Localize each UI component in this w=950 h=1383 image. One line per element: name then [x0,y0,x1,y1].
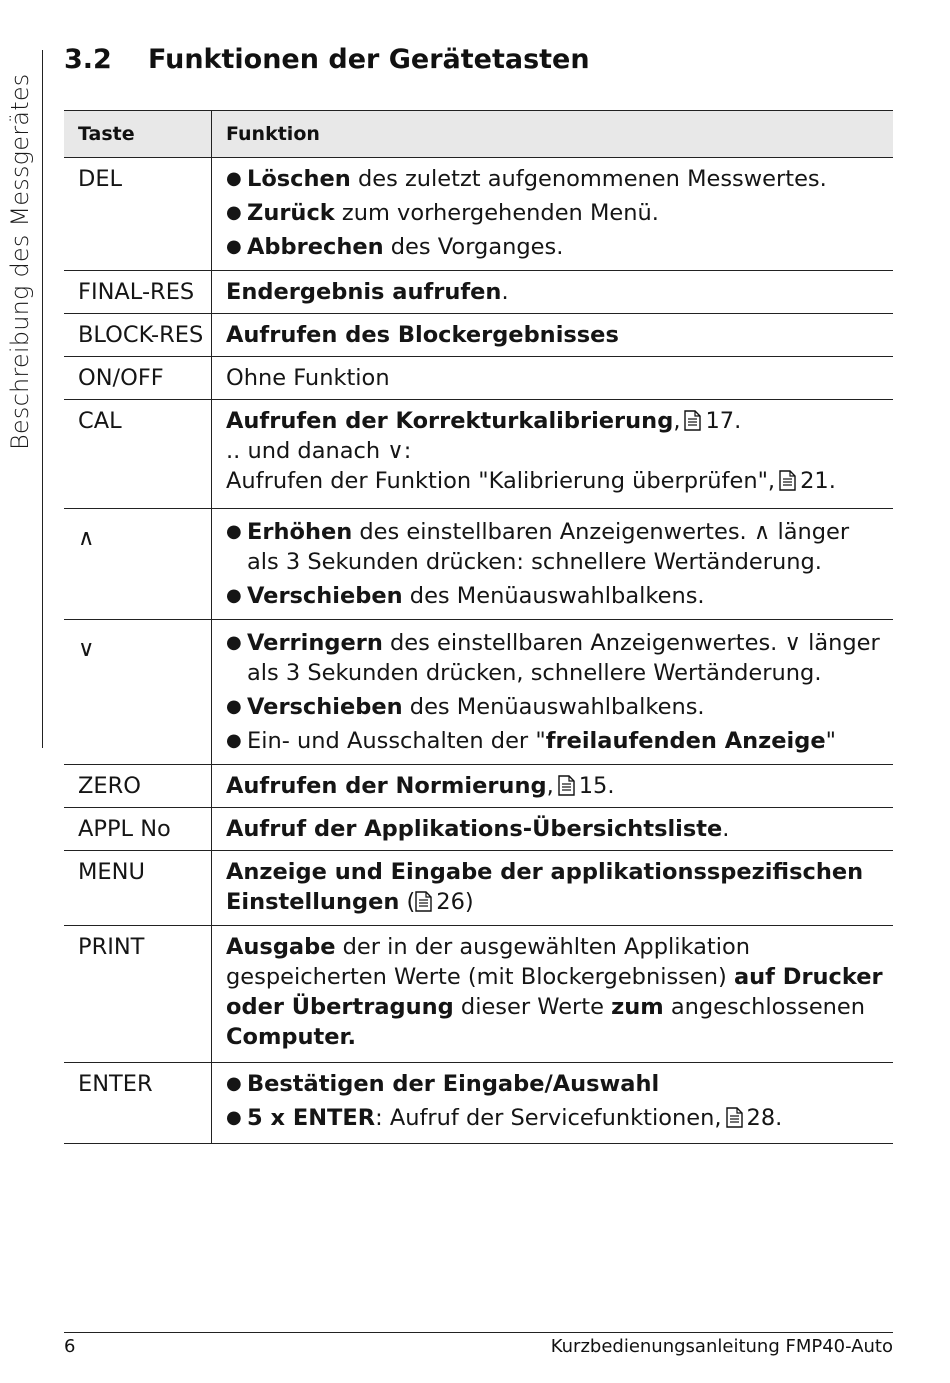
function-cell [212,314,893,356]
text: Ein- und Ausschalten der " [247,728,546,754]
function-cell [212,808,893,850]
function-cell [212,271,893,313]
table-row [64,314,893,357]
table-header [64,111,893,158]
function-cell [212,851,893,925]
section-heading [64,44,590,75]
header-key: Taste [64,111,212,157]
bold-text: Anzeige und Eingabe der applikationsspezifischen Einstellungen [226,859,864,915]
function-cell [212,1063,893,1143]
text: dieser Werte [453,994,612,1020]
page-ref: 26) [436,889,474,915]
text-line [226,406,887,436]
key-cell: ∨ [64,620,212,764]
table-row [64,926,893,1063]
bold-text: Zurück [247,200,335,226]
text: : Aufruf der Servicefunktionen, [375,1105,722,1131]
key-cell: ZERO [64,765,212,807]
page-reference-icon [558,775,575,796]
bullet-icon: ● [226,236,242,257]
text: Aufrufen der Funktion "Kalibrierung überprüfen", [226,468,776,494]
bold-text: Computer. [226,1024,356,1050]
bold-text: zum [611,994,664,1020]
text: zum vorhergehenden Menü. [334,200,659,226]
text: angeschlossenen [663,994,866,1020]
side-chapter-title [2,50,38,450]
list-item [226,692,887,722]
list-item [226,198,887,228]
page-reference-icon [684,410,701,431]
text: des Vorganges. [383,234,564,260]
table-row [64,357,893,400]
bold-text: Erhöhen [247,519,353,545]
bold-text: Verschieben [247,694,403,720]
key-cell: ENTER [64,1063,212,1143]
section-number: 3.2 [64,44,112,75]
list-item [226,628,887,688]
key-cell: CAL [64,400,212,508]
bold-text: Aufruf der Applikations-Übersichtsliste [226,816,723,842]
function-cell [212,400,893,508]
table-row [64,851,893,926]
page-reference-icon [726,1107,743,1128]
function-cell [212,509,893,619]
bold-text: Aufrufen der Korrekturkalibrierung [226,408,674,434]
bold-text: auf Drucker oder Übertragung [226,964,883,1020]
bullet-icon: ● [226,521,242,542]
text: des Menüauswahlbalkens. [402,583,705,609]
key-cell: APPL No [64,808,212,850]
bullet-icon: ● [226,632,242,653]
key-cell: MENU [64,851,212,925]
bullet-icon: ● [226,696,242,717]
text: des einstellbaren Anzeigenwertes. ∧ länger als 3 Sekunden drücken: schnellere Wertänderung. [247,519,850,575]
side-chapter-title-text: Beschreibung des Messgerätes [6,73,34,450]
list-item [226,726,887,756]
text: " [825,728,836,754]
key-cell: PRINT [64,926,212,1062]
bullet-icon: ● [226,1073,242,1094]
list-item [226,1103,887,1133]
page-reference-icon [779,470,796,491]
table-row [64,1063,893,1144]
key-cell: FINAL-RES [64,271,212,313]
page-ref: 21. [800,468,836,494]
text: , [673,408,681,434]
function-cell [212,765,893,807]
page-reference-icon [415,891,432,912]
bold-text: Aufrufen des Blockergebnisses [226,322,619,348]
text: des einstellbaren Anzeigenwertes. ∨ länger als 3 Sekunden drücken, schnellere Wertänderung. [247,630,880,686]
function-cell [212,620,893,764]
text-line: .. und danach ∨: [226,438,412,464]
table-row [64,765,893,808]
key-cell: DEL [64,158,212,270]
bold-text: Endergebnis aufrufen [226,279,502,305]
text: der in der ausgewählten Applikation gespeicherten Werte (mit Blockergebnissen) [226,934,751,990]
section-title: Funktionen der Gerätetasten [148,44,590,75]
page-ref: 28. [746,1105,783,1131]
bullet-icon: ● [226,1107,242,1128]
page-number: 6 [64,1336,76,1357]
table-row [64,620,893,765]
table-row [64,509,893,620]
text-line [226,466,887,496]
bold-text: Verringern [247,630,383,656]
key-function-table [64,110,893,1144]
bold-text: Aufrufen der Normierung [226,773,547,799]
footer-divider [64,1332,893,1333]
function-cell [212,357,893,399]
function-cell [212,158,893,270]
list-item [226,164,887,194]
bullet-icon: ● [226,730,242,751]
page-ref: 15. [578,773,615,799]
bold-text: freilaufenden Anzeige [545,728,826,754]
bold-text: Verschieben [247,583,403,609]
page-ref: 17. [705,408,742,434]
text: Ohne Funktion [226,365,390,391]
bold-text: Löschen [247,166,351,192]
bold-text: Bestätigen der Eingabe/Auswahl [247,1071,660,1097]
text: des Menüauswahlbalkens. [402,694,705,720]
bullet-icon: ● [226,168,242,189]
document-name: Kurzbedienungsanleitung FMP40-Auto [550,1336,893,1357]
key-cell: BLOCK-RES [64,314,212,356]
table-row [64,271,893,314]
key-cell: ∧ [64,509,212,619]
list-item [226,232,887,262]
bold-text: Ausgabe [226,934,336,960]
list-item [226,581,887,611]
text: des zuletzt aufgenommenen Messwertes. [350,166,827,192]
list-item [226,517,887,577]
text: , [546,773,554,799]
table-row [64,158,893,271]
bullet-icon: ● [226,202,242,223]
table-row [64,808,893,851]
header-function: Funktion [226,123,320,145]
bold-text: Abbrechen [247,234,384,260]
list-item [226,1069,887,1099]
text: ( [399,889,416,915]
key-cell: ON/OFF [64,357,212,399]
bullet-icon: ● [226,585,242,606]
text: . [501,279,509,305]
function-cell [212,926,893,1062]
side-divider [42,50,43,748]
bold-text: 5 x ENTER [247,1105,376,1131]
table-row [64,400,893,509]
text: . [722,816,730,842]
